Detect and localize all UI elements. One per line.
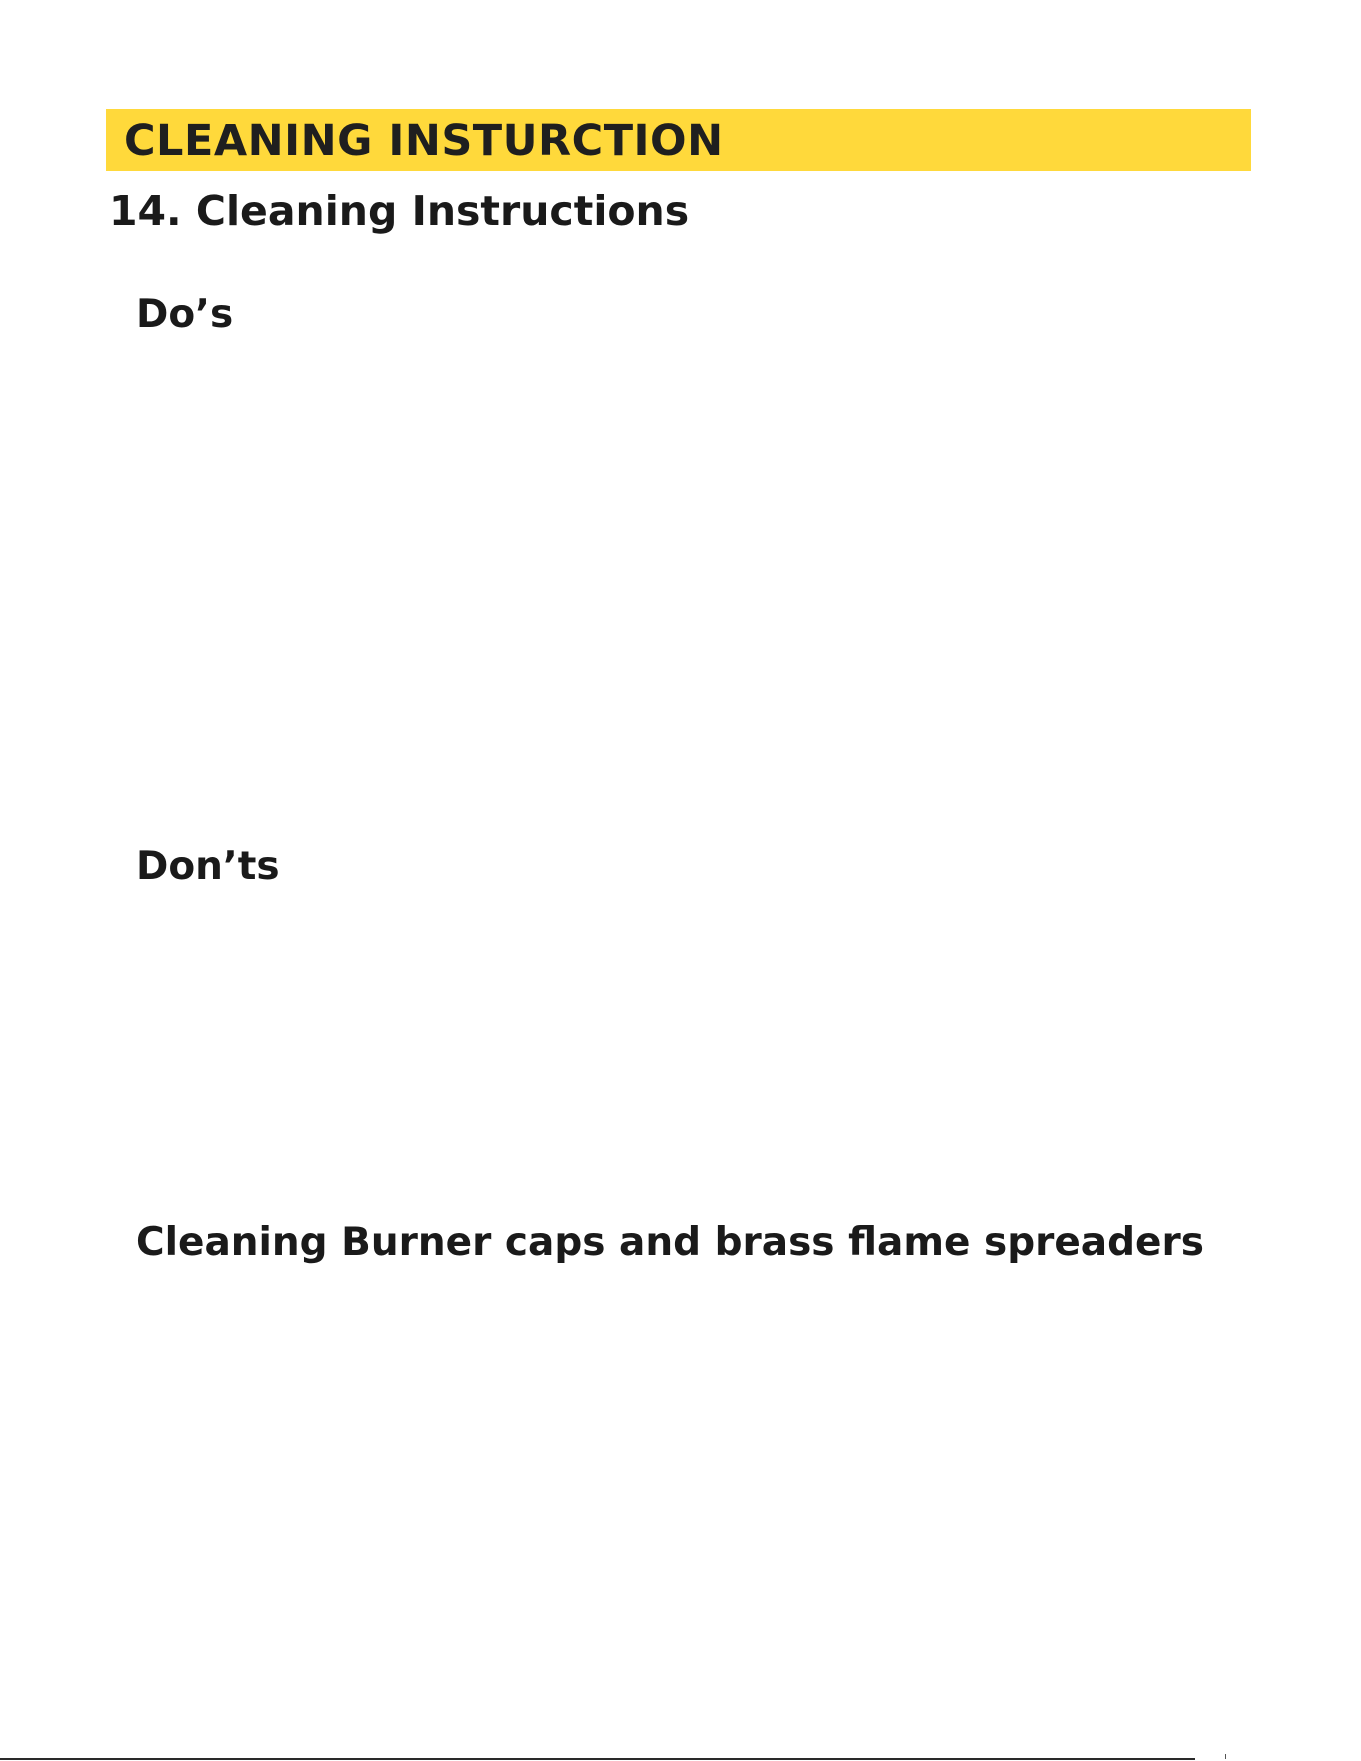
section-banner <box>106 109 1251 171</box>
dos-heading: Do’s <box>136 292 234 337</box>
section-title: 14. Cleaning Instructions <box>109 187 690 235</box>
banner-title: CLEANING INSTURCTION <box>124 116 724 166</box>
page-tick-mark <box>1225 1754 1226 1759</box>
burner-cleaning-heading: Cleaning Burner caps and brass flame spreaders <box>136 1220 1204 1265</box>
donts-heading: Don’ts <box>136 844 280 889</box>
footer-divider <box>0 1758 1195 1760</box>
